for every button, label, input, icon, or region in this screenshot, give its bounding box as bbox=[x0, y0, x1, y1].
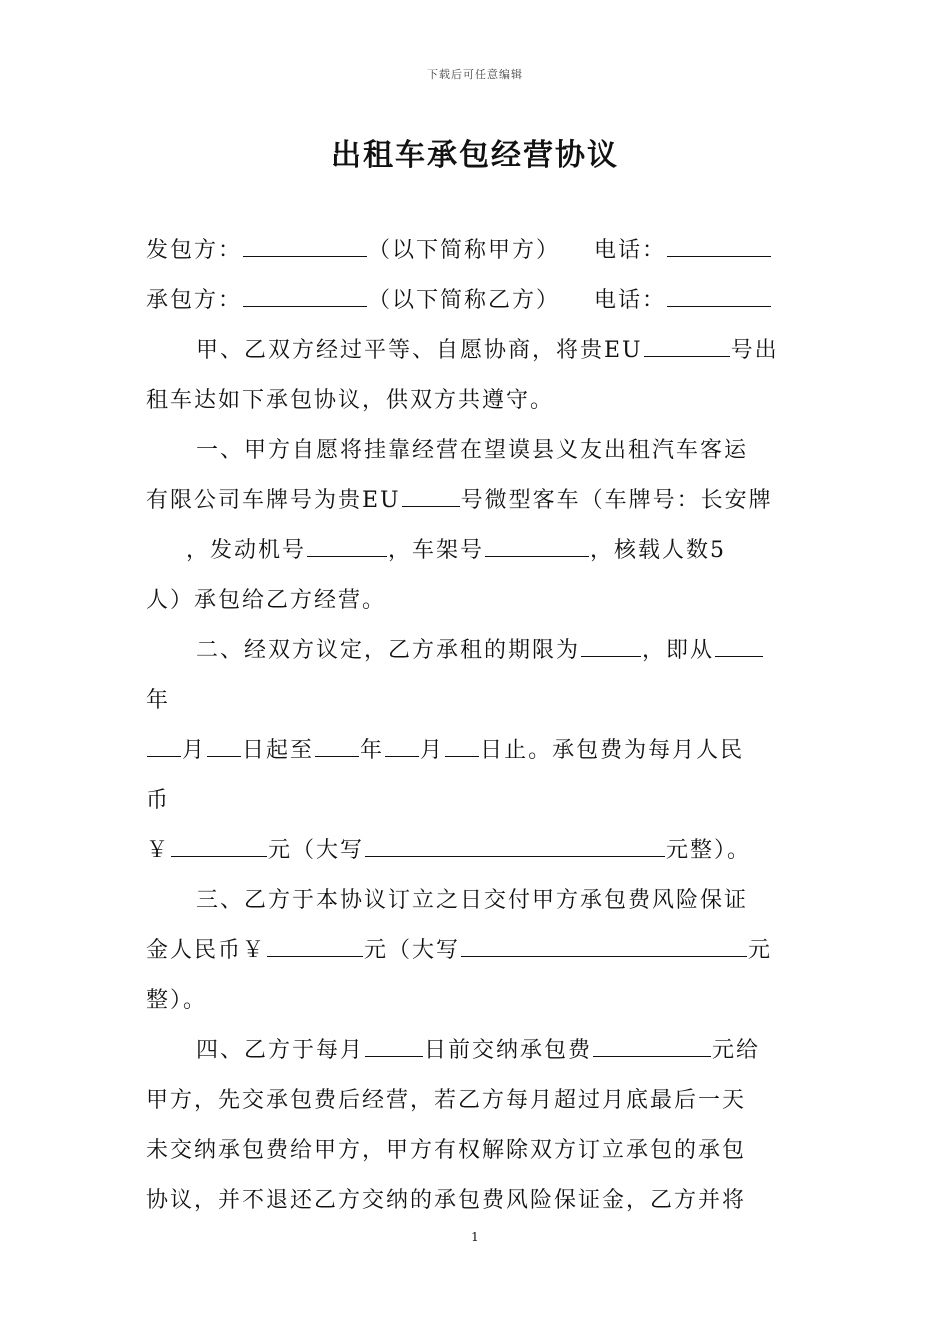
frame-number-blank bbox=[485, 526, 589, 557]
clause-2-line-3 bbox=[146, 726, 806, 776]
clause-2-line-5 bbox=[146, 826, 806, 876]
clause-text: 元整）。 bbox=[666, 838, 752, 863]
document-body bbox=[146, 226, 806, 1226]
clause-text: 月 bbox=[420, 738, 445, 763]
clause-text: 号微型客车（车牌号：长安牌 bbox=[460, 488, 773, 513]
clause-text: 年 bbox=[360, 738, 385, 763]
party-b-label: 承包方： bbox=[146, 288, 243, 313]
party-a-line bbox=[146, 226, 806, 276]
party-b-line bbox=[146, 276, 806, 326]
header-note: 下载后可任意编辑 bbox=[427, 68, 523, 81]
party-a-note: （以下简称甲方） bbox=[368, 238, 561, 263]
clause-text: ，车架号 bbox=[388, 538, 485, 563]
payment-amount-blank bbox=[593, 1026, 711, 1057]
clause-text: ￥ bbox=[146, 838, 171, 863]
clause-4-line-2: 甲方，先交承包费后经营，若乙方每月超过月底最后一天 bbox=[146, 1088, 747, 1113]
clause-2-line-1 bbox=[146, 626, 806, 676]
deposit-blank bbox=[267, 926, 363, 957]
plate-number-blank bbox=[644, 326, 730, 357]
party-b-name-blank bbox=[243, 276, 367, 307]
start-day-blank bbox=[207, 726, 241, 757]
monthly-fee-blank bbox=[171, 826, 267, 857]
document-title: 出租车承包经营协议 bbox=[331, 138, 619, 173]
party-a-phone-label: 电话： bbox=[594, 238, 667, 263]
clause-1-line-4: 人）承包给乙方经营。 bbox=[146, 588, 387, 613]
end-year-blank bbox=[315, 726, 359, 757]
clause-text: 日止。承包费为每月人民 bbox=[480, 738, 745, 763]
clause-text: ，发动机号 bbox=[186, 538, 307, 563]
clause-text: 元（大写 bbox=[364, 938, 461, 963]
clause-text: 元 bbox=[748, 938, 773, 963]
clause-text: 四、乙方于每月 bbox=[196, 1038, 365, 1063]
party-b-phone-label: 电话： bbox=[594, 288, 667, 313]
clause-text: 月 bbox=[182, 738, 207, 763]
party-b-phone-blank bbox=[667, 276, 771, 307]
clause-4-line-4: 协议，并不退还乙方交纳的承包费风险保证金，乙方并将 bbox=[146, 1188, 747, 1213]
deposit-words-blank bbox=[461, 926, 747, 957]
clause-text: 日前交纳承包费 bbox=[424, 1038, 593, 1063]
party-b-note: （以下简称乙方） bbox=[368, 288, 561, 313]
clause-3-line-2 bbox=[146, 926, 806, 976]
clause-4-line-1 bbox=[146, 1026, 806, 1076]
intro-text: 号出 bbox=[730, 338, 779, 363]
clause-text: 元（大写 bbox=[268, 838, 365, 863]
clause-1-line-1: 一、甲方自愿将挂靠经营在望谟县义友出租汽车客运 bbox=[196, 438, 749, 463]
intro-text: 甲、乙双方经过平等、自愿协商，将贵EU bbox=[196, 338, 643, 363]
clause-4-line-3: 未交纳承包费给甲方，甲方有权解除双方订立承包的承包 bbox=[146, 1138, 747, 1163]
term-blank bbox=[581, 626, 641, 657]
clause-2-line-4: 币 bbox=[146, 788, 171, 813]
clause-text: ，核载人数5 bbox=[590, 538, 727, 563]
clause-3-line-3: 整）。 bbox=[146, 988, 208, 1013]
party-a-label: 发包方： bbox=[146, 238, 243, 263]
clause-1-line-2 bbox=[146, 476, 806, 526]
clause-text: 日起至 bbox=[242, 738, 315, 763]
clause-3-line-1: 三、乙方于本协议订立之日交付甲方承包费风险保证 bbox=[196, 888, 749, 913]
clause-text: 元给 bbox=[712, 1038, 761, 1063]
start-month-blank bbox=[147, 726, 181, 757]
end-month-blank bbox=[385, 726, 419, 757]
clause-text: 二、经双方议定，乙方承租的期限为 bbox=[196, 638, 581, 663]
plate-number-blank bbox=[402, 476, 460, 507]
clause-2-line-2: 年 bbox=[146, 688, 171, 713]
clause-text: ，即从 bbox=[642, 638, 715, 663]
payment-day-blank bbox=[365, 1026, 423, 1057]
intro-line-1 bbox=[146, 326, 806, 376]
page-number: 1 bbox=[471, 1230, 479, 1244]
clause-text: 有限公司车牌号为贵EU bbox=[146, 488, 401, 513]
engine-number-blank bbox=[307, 526, 387, 557]
clause-text: 金人民币￥ bbox=[146, 938, 267, 963]
party-a-name-blank bbox=[243, 226, 367, 257]
start-year-blank bbox=[715, 626, 763, 657]
end-day-blank bbox=[445, 726, 479, 757]
monthly-fee-words-blank bbox=[365, 826, 665, 857]
party-a-phone-blank bbox=[667, 226, 771, 257]
intro-line-2: 租车达如下承包协议，供双方共遵守。 bbox=[146, 388, 555, 413]
clause-1-line-3 bbox=[146, 526, 806, 576]
